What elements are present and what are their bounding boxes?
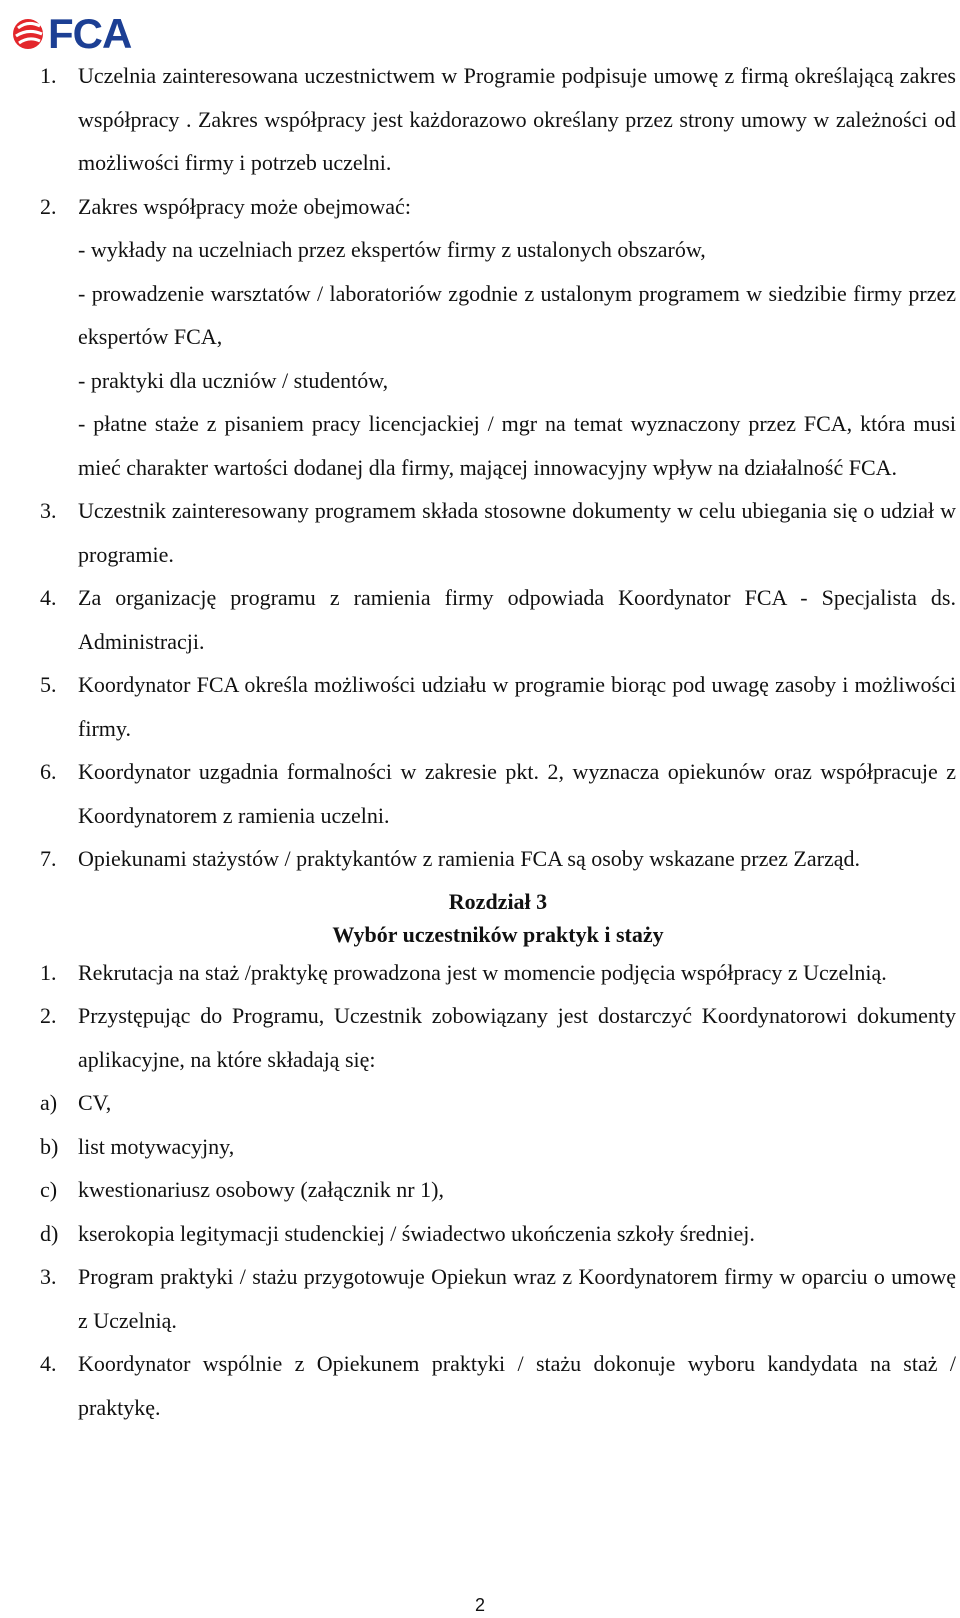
logo-text: FCA	[48, 10, 132, 52]
list-item	[40, 1255, 956, 1342]
item-number: 7.	[40, 846, 57, 871]
item-letter: a)	[40, 1090, 58, 1115]
list-item	[40, 576, 956, 663]
document-item	[40, 1168, 956, 1212]
item-text: Program praktyki / stażu przygotowuje Opiekun wraz z Koordynatorem firmy w oparciu o umowę z Uczelnią.	[78, 1264, 956, 1333]
document-item	[40, 1081, 956, 1125]
scope-item: - płatne staże z pisaniem pracy licencjackiej / mgr na temat wyznaczony przez FCA, która musi mieć charakter wartości dodanej dla firmy, mającej innowacyjny wpływ na działalność FCA.	[78, 411, 956, 480]
document-item	[40, 1125, 956, 1169]
item-text: Koordynator wspólnie z Opiekunem praktyki / stażu dokonuje wyboru kandydata na staż / praktykę.	[78, 1351, 956, 1420]
item-text: Rekrutacja na staż /praktykę prowadzona jest w momencie podjęcia współpracy z Uczelnią.	[78, 959, 887, 985]
item-number: 4.	[40, 585, 57, 610]
item-text: Koordynator uzgadnia formalności w zakresie pkt. 2, wyznacza opiekunów oraz współpracuje z Koordynatorem z ramienia uczelni.	[78, 759, 956, 828]
item-text: Przystępując do Programu, Uczestnik zobowiązany jest dostarczyć Koordynatorowi dokumenty aplikacyjne, na które składają się:	[78, 1003, 956, 1072]
document-body	[40, 54, 956, 1429]
item-number: 3.	[40, 1264, 57, 1289]
item-letter: c)	[40, 1177, 58, 1202]
item-text: Uczestnik zainteresowany programem składa stosowne dokumenty w celu ubiegania się o udział w programie.	[78, 498, 956, 567]
list-item	[40, 1342, 956, 1429]
list-item	[40, 837, 956, 881]
item-text: kwestionariusz osobowy (załącznik nr 1),	[78, 1177, 444, 1202]
list-item	[40, 489, 956, 576]
list-item	[40, 994, 956, 1081]
fca-logo	[10, 8, 170, 52]
item-number: 2.	[40, 1003, 57, 1028]
item-number: 6.	[40, 759, 57, 784]
list-item	[40, 750, 956, 837]
item-number: 5.	[40, 672, 57, 697]
item-text: Za organizację programu z ramienia firmy odpowiada Koordynator FCA - Specjalista ds. Administracji.	[78, 585, 956, 654]
list-item	[40, 663, 956, 750]
chapter-title: Wybór uczestników praktyk i staży	[332, 921, 664, 947]
fca-logo-icon	[10, 8, 170, 52]
scope-item: - prowadzenie warsztatów / laboratoriów zgodnie z ustalonym programem w siedzibie firmy przez ekspertów FCA,	[78, 280, 956, 349]
item-number: 2.	[40, 193, 57, 219]
item-text: Koordynator FCA określa możliwości udziału w programie biorąc pod uwagę zasoby i możliwości firmy.	[78, 672, 956, 741]
item-text: Uczelnia zainteresowana uczestnictwem w Programie podpisuje umowę z firmą określającą zakres współpracy . Zakres współpracy jest każdorazowo określany przez strony umowy w zależności od możliwości firmy i potrzeb uczelni.	[78, 63, 956, 175]
item-text: list motywacyjny,	[78, 1133, 235, 1159]
item-text: kserokopia legitymacji studenckiej / świadectwo ukończenia szkoły średniej.	[78, 1220, 755, 1246]
item-number: 3.	[40, 498, 57, 523]
item-text: Zakres współpracy może obejmować:	[78, 193, 411, 219]
item-number: 1.	[40, 63, 57, 88]
document-item	[40, 1212, 956, 1256]
item-letter: d)	[40, 1220, 59, 1246]
item-letter: b)	[40, 1133, 59, 1159]
list-item	[40, 54, 956, 185]
item-text: CV,	[78, 1090, 112, 1115]
chapter-number: Rozdział 3	[448, 888, 548, 914]
list-item	[40, 185, 956, 229]
scope-item: - praktyki dla uczniów / studentów,	[78, 367, 389, 393]
list-item	[40, 951, 956, 995]
item-number: 1.	[40, 959, 57, 985]
page-number: 2	[474, 1595, 485, 1615]
scope-item: - wykłady na uczelniach przez ekspertów firmy z ustalonych obszarów,	[78, 237, 706, 262]
item-text: Opiekunami stażystów / praktykantów z ramienia FCA są osoby wskazane przez Zarząd.	[78, 846, 860, 871]
item-number: 4.	[40, 1351, 57, 1376]
